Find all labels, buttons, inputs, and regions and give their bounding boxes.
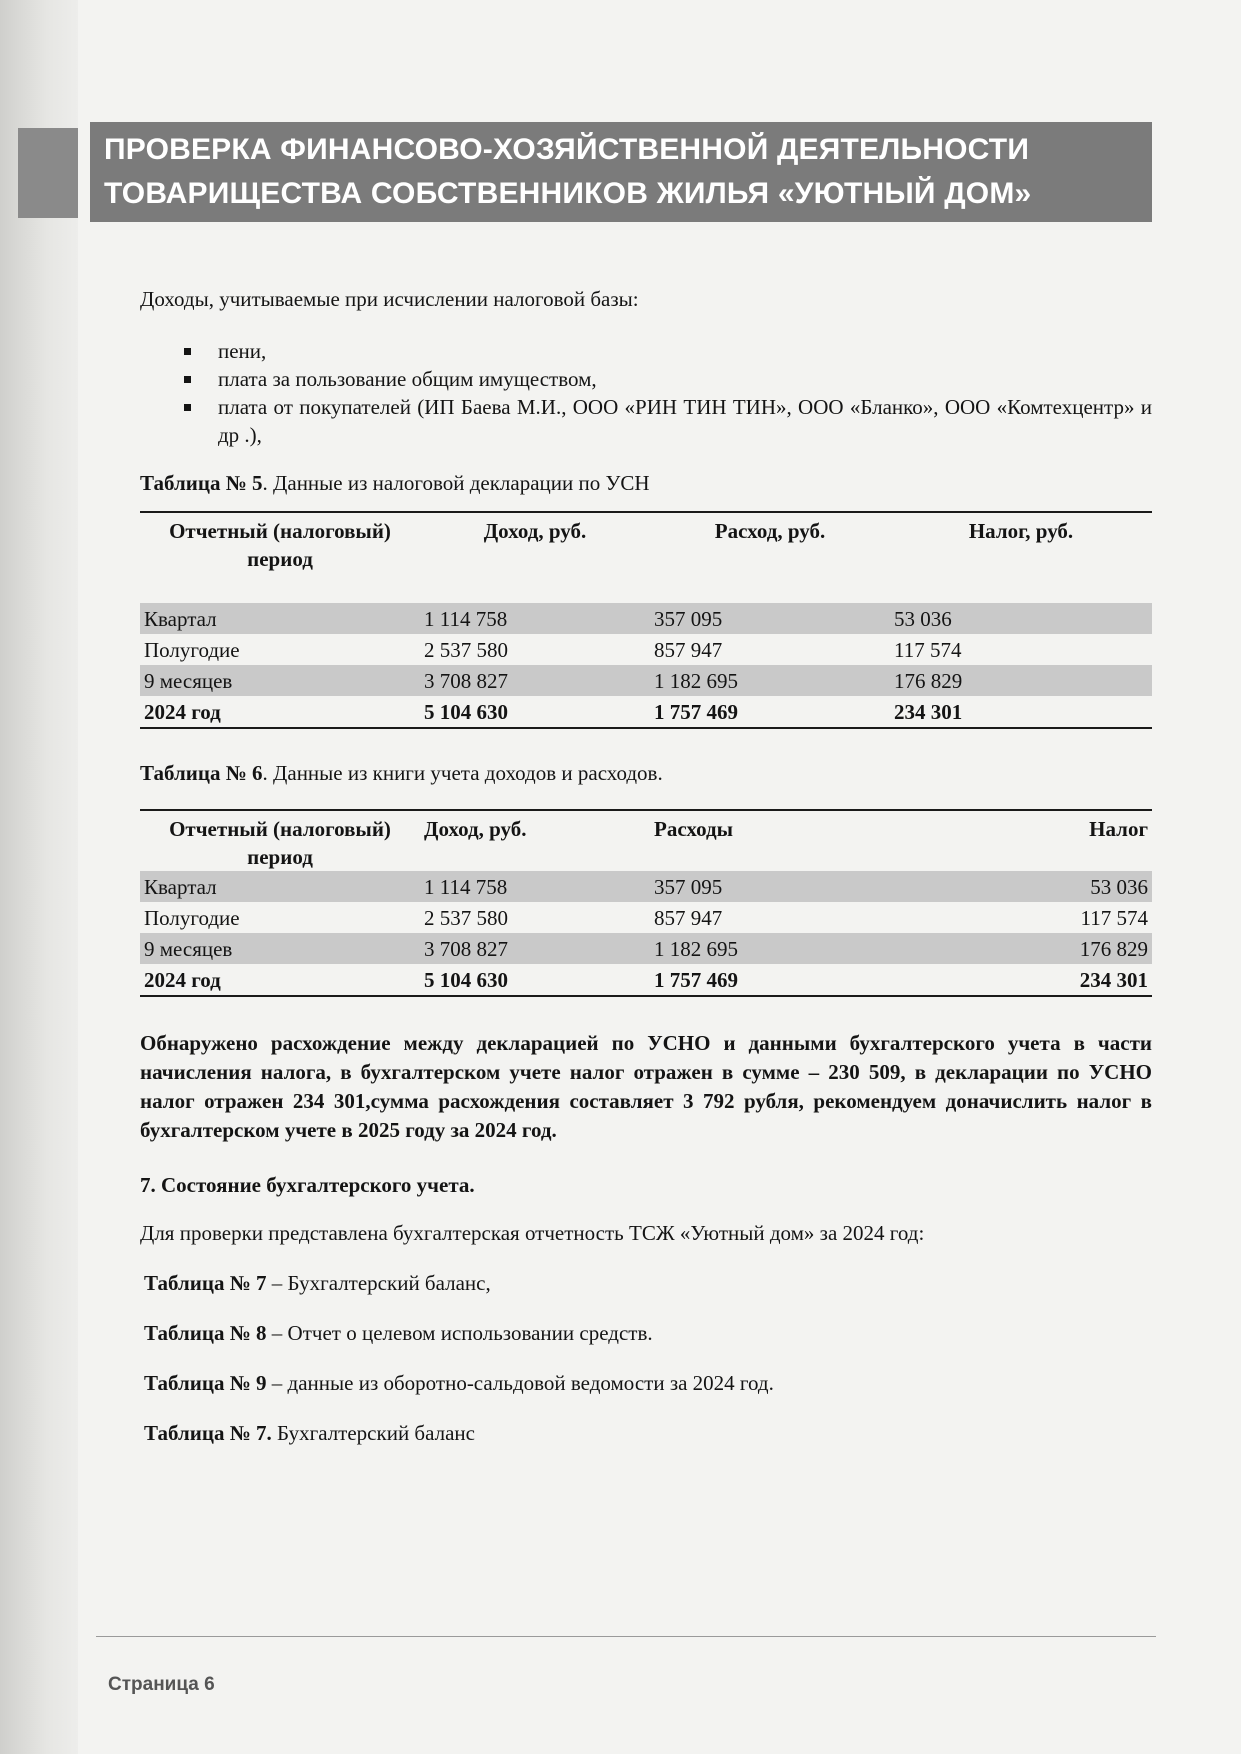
- cell-period: 9 месяцев: [140, 933, 420, 964]
- title-line-1: ПРОВЕРКА ФИНАНСОВО-ХОЗЯЙСТВЕННОЙ ДЕЯТЕЛЬНОСТИ: [104, 133, 1030, 166]
- cell-expense: 1 182 695: [650, 933, 910, 964]
- cell-expense: 857 947: [654, 637, 723, 662]
- ref-number: Таблица № 7: [144, 1271, 267, 1295]
- table5-caption: [140, 469, 1152, 497]
- list-item: плата от покупателей (ИП Баева М.И., ООО «РИН ТИН ТИН», ООО «Бланко», ООО «Комтехцентр» и др .),: [140, 393, 1152, 449]
- table5-title: . Данные из налоговой декларации по УСН: [262, 471, 650, 495]
- table-row: [140, 933, 1152, 964]
- cell-tax: 117 574: [894, 637, 962, 662]
- table-reference: [144, 1419, 1152, 1447]
- cell-tax: 53 036: [910, 871, 1152, 902]
- header-band: [90, 122, 1152, 222]
- cell-income: 1 114 758: [420, 603, 650, 634]
- col-expense-header: Расходы: [654, 817, 733, 841]
- cell-period: Полугодие: [144, 905, 240, 930]
- cell-tax: 176 829: [890, 665, 1152, 696]
- cell-income: 1 114 758: [420, 871, 650, 902]
- table-row: [140, 665, 1152, 696]
- cell-period: 2024 год: [144, 967, 221, 992]
- col-income-header: Доход, руб.: [424, 817, 527, 841]
- col-period-header: Отчетный (налоговый) период: [169, 519, 391, 571]
- section-7-lead: Для проверки представлена бухгалтерская отчетность ТСЖ «Уютный дом» за 2024 год:: [140, 1221, 925, 1245]
- cell-period: Полугодие: [144, 637, 240, 662]
- cell-expense: 857 947: [654, 905, 723, 930]
- income-intro: Доходы, учитываемые при исчислении налоговой базы:: [140, 287, 639, 311]
- table-row: [140, 871, 1152, 902]
- table-reference: [144, 1269, 1152, 1297]
- table-reference: [144, 1369, 1152, 1397]
- cell-tax: 234 301: [1079, 967, 1148, 992]
- cell-expense: 357 095: [650, 603, 890, 634]
- cell-period: Квартал: [140, 603, 420, 634]
- cell-income: 2 537 580: [424, 905, 508, 930]
- cell-tax: 176 829: [910, 933, 1152, 964]
- ref-title: – Бухгалтерский баланс,: [266, 1271, 491, 1295]
- ref-number: Таблица № 9: [144, 1371, 267, 1395]
- col-income-header: Доход, руб.: [483, 519, 587, 543]
- ref-title: – Отчет о целевом использовании средств.: [266, 1321, 653, 1345]
- discrepancy-finding: Обнаружено расхождение между декларацией по УСНО и данными бухгалтерского учета в части начисления налога, в бухгалтерском учете налог отражен в сумме – 230 509, в декларации по УСНО налог отражен 234 301,сумма расхождения составляет 3 792 рубля, рекомендуем доначислить налог в бухгалтерском учете в 2025 году за 2024 год.: [140, 1031, 1152, 1142]
- footer-divider: [96, 1636, 1156, 1637]
- cell-expense: 1 182 695: [650, 665, 890, 696]
- title-line-2: ТОВАРИЩЕСТВА СОБСТВЕННИКОВ ЖИЛЬЯ «УЮТНЫЙ ДОМ»: [104, 177, 1032, 210]
- table-row: [140, 634, 1152, 665]
- table-row-total: [140, 696, 1152, 728]
- cell-income: 5 104 630: [424, 967, 508, 992]
- cell-expense: 357 095: [650, 871, 910, 902]
- table6-caption: [140, 759, 1152, 787]
- ref-number: Таблица № 8: [144, 1321, 267, 1345]
- cell-income: 2 537 580: [424, 637, 508, 662]
- income-list: [140, 337, 1152, 449]
- table-row-total: [140, 964, 1152, 996]
- cell-period: Квартал: [140, 871, 420, 902]
- cell-period: 9 месяцев: [140, 665, 420, 696]
- cell-expense: 1 757 469: [654, 967, 738, 992]
- cell-income: 3 708 827: [420, 665, 650, 696]
- cell-income: 3 708 827: [420, 933, 650, 964]
- col-expense-header: Расход, руб.: [714, 519, 826, 543]
- col-period-header: Отчетный (налоговый) период: [169, 817, 391, 869]
- table-reference: [144, 1319, 1152, 1347]
- col-tax-header: Налог, руб.: [968, 519, 1074, 543]
- page-content: [140, 285, 1152, 1447]
- table6: [140, 809, 1152, 997]
- page-title: [90, 122, 1152, 216]
- table5: [140, 511, 1152, 729]
- table6-number: Таблица № 6: [140, 761, 263, 785]
- ref-title: Бухгалтерский баланс: [271, 1421, 475, 1445]
- table-header-row: [140, 810, 1152, 871]
- list-item: плата за пользование общим имуществом,: [140, 365, 1152, 393]
- page-number: Страница 6: [108, 1674, 215, 1695]
- col-tax-header: Налог: [1089, 817, 1148, 841]
- table5-number: Таблица № 5: [140, 471, 263, 495]
- list-item: пени,: [140, 337, 1152, 365]
- ref-number: Таблица № 7.: [144, 1421, 272, 1445]
- cell-tax: 234 301: [894, 699, 963, 724]
- cell-period: 2024 год: [144, 699, 221, 724]
- table-row: [140, 902, 1152, 933]
- facing-page-shadow: [18, 128, 78, 218]
- page-left-edge: [0, 0, 78, 1754]
- section-7-heading: 7. Состояние бухгалтерского учета.: [140, 1173, 475, 1197]
- table-header-row: [140, 512, 1152, 603]
- cell-expense: 1 757 469: [654, 699, 738, 724]
- cell-tax: 53 036: [890, 603, 1152, 634]
- cell-tax: 117 574: [1080, 905, 1148, 930]
- table-row: [140, 603, 1152, 634]
- ref-title: – данные из оборотно-сальдовой ведомости за 2024 год.: [266, 1371, 774, 1395]
- cell-income: 5 104 630: [424, 699, 508, 724]
- table6-title: . Данные из книги учета доходов и расходов.: [262, 761, 663, 785]
